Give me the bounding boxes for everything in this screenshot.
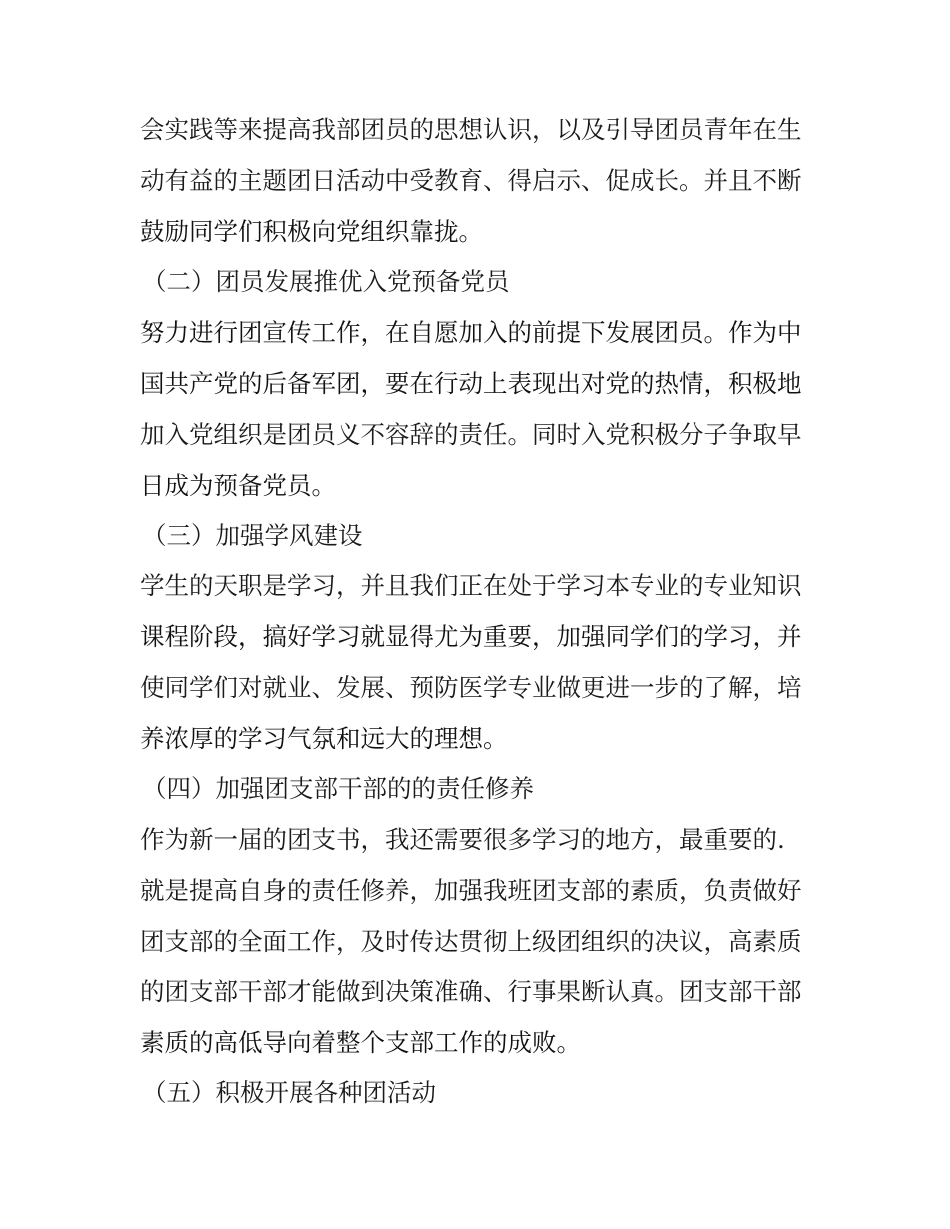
body-line: 课程阶段，搞好学习就显得尤为重要，加强同学们的学习，并 — [140, 622, 802, 651]
body-line: 鼓励同学们积极向党组织靠拢。 — [140, 217, 483, 246]
section-heading-2: （二）团员发展推优入党预备党员 — [142, 267, 510, 296]
section-heading-4: （四）加强团支部干部的的责任修养 — [142, 774, 534, 803]
body-line: 学生的天职是学习，并且我们正在处于学习本专业的专业知识 — [140, 571, 802, 600]
body-line: 加入党组织是团员义不容辞的责任。同时入党积极分子争取早 — [140, 420, 802, 449]
body-line: 日成为预备党员。 — [140, 471, 336, 500]
body-line: 就是提高自身的责任修养，加强我班团支部的素质，负责做好 — [140, 876, 802, 905]
body-line: 素质的高低导向着整个支部工作的成败。 — [140, 1028, 581, 1057]
body-line: 国共产党的后备军团，要在行动上表现出对党的热情，积极地 — [140, 369, 802, 398]
body-line: 努力进行团宣传工作，在自愿加入的前提下发展团员。作为中 — [140, 318, 802, 347]
body-line: 的团支部干部才能做到决策准确、行事果断认真。团支部干部 — [140, 977, 802, 1006]
body-line: 使同学们对就业、发展、预防医学专业做更进一步的了解，培 — [140, 673, 802, 702]
section-heading-3: （三）加强学风建设 — [142, 521, 363, 550]
body-line: 养浓厚的学习气氛和远大的理想。 — [140, 724, 508, 753]
body-line: 会实践等来提高我部团员的思想认识，以及引导团员青年在生 — [140, 115, 802, 144]
body-line: 动有益的主题团日活动中受教育、得启示、促成长。并且不断 — [140, 166, 802, 195]
body-line: 作为新一届的团支书，我还需要很多学习的地方，最重要的. — [140, 825, 785, 854]
body-line: 团支部的全面工作，及时传达贯彻上级团组织的决议，高素质 — [140, 927, 802, 956]
section-heading-5: （五）积极开展各种团活动 — [142, 1078, 436, 1107]
